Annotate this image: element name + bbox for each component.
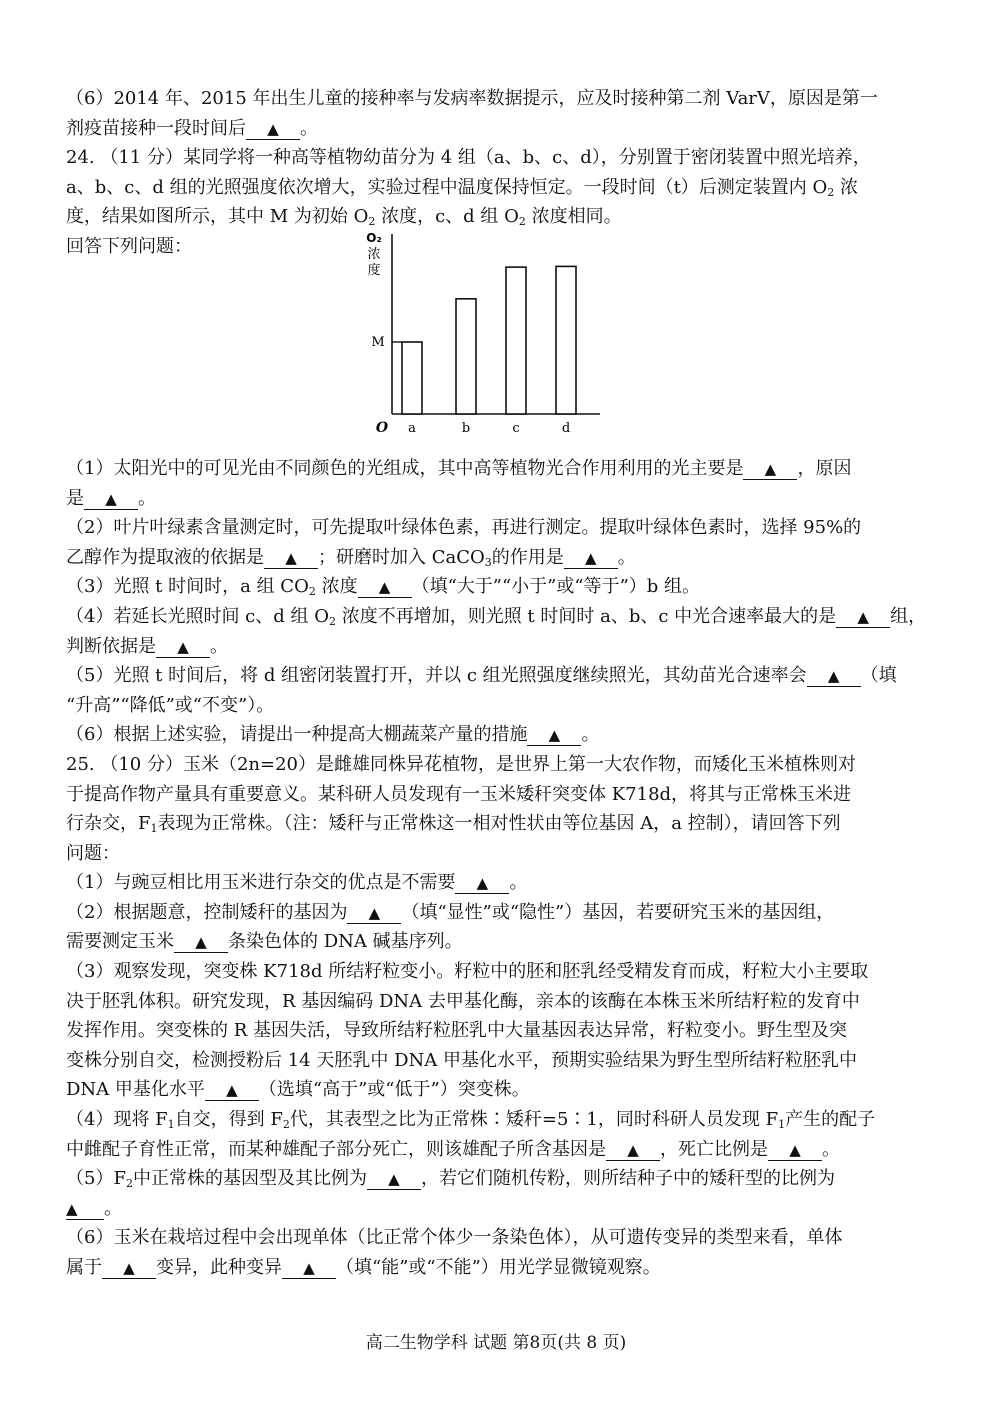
answer-blank[interactable]: ▲	[102, 1258, 156, 1279]
q24-2-line1: （2）叶片叶绿素含量测定时，可先提取叶绿体色素，再进行测定。提取叶绿体色素时，选择 95%的	[66, 517, 862, 539]
q25-3-line1: （3）观察发现，突变株 K718d 所结籽粒变小。籽粒中的胚和胚乳经受精发育而成，籽粒大小主要取	[66, 961, 869, 983]
y-axis-label-du: 度	[367, 262, 381, 278]
q25-6-line1: （6）玉米在栽培过程中会出现单体（比正常个体少一条染色体），从可遗传变异的类型来看，单体	[66, 1227, 843, 1249]
q24-6: （6）根据上述实验，请提出一种提高大棚蔬菜产量的措施 ▲ 。	[66, 724, 600, 746]
q24-1-line2: 是 ▲ 。	[66, 487, 156, 509]
q25-4-line2: 中雌配子育性正常，而某种雄配子部分死亡，则该雄配子所含基因是 ▲ ，死亡比例是 ▲ 。	[66, 1138, 840, 1160]
answer-blank[interactable]: ▲	[66, 1199, 104, 1220]
answer-blank[interactable]: ▲	[527, 725, 581, 746]
exam-page	[66, 84, 928, 1283]
answer-blank[interactable]: ▲	[174, 932, 228, 953]
q24-5-line2: “升高”“降低”或“不变”）。	[66, 694, 275, 716]
q25-5-line2: ▲ 。	[66, 1197, 122, 1219]
q25-1: （1）与豌豆相比用玉米进行杂交的优点是不需要 ▲ 。	[66, 872, 528, 894]
q24-2-line2: 乙醇作为提取液的依据是 ▲ ；研磨时加入 CaCO$_3$的作用是 ▲ 。	[66, 546, 636, 569]
answer-blank[interactable]: ▲	[606, 1140, 660, 1161]
bar-c	[506, 267, 526, 414]
q25-5-line1: $(5)F_2$中正常株的基因型及其比例为 ▲ ，若它们随机传粉，则所结种子中的矮秆型的比例为	[66, 1168, 835, 1191]
initial-m-label: M	[371, 334, 385, 350]
tick-label-c: c	[512, 420, 520, 436]
q25-6-line2: 属于 ▲ 变异，此种变异 ▲ （填“能”或“不能”）用光学显微镜观察。	[66, 1257, 661, 1278]
y-axis-label-nong: 浓	[367, 246, 381, 262]
q24-heading-line2: a、b、c、d 组的光照强度依次增大，实验过程中温度保持恒定。一段时间（t）后测定装置内 $O_2$ 浓	[66, 176, 859, 199]
answer-blank[interactable]: ▲	[564, 548, 618, 569]
origin-label: O	[375, 419, 389, 436]
answer-blank[interactable]: ▲	[347, 903, 401, 924]
answer-blank[interactable]: ▲	[455, 873, 509, 894]
answer-blank[interactable]: ▲	[367, 1169, 421, 1190]
tick-label-b: b	[461, 420, 471, 436]
page-footer: 高二生物学科 试题 第8页(共 8 页)	[365, 1333, 627, 1353]
q25-3-line2: 决于胚乳体积。研究发现，R 基因编码 DNA 去甲基化酶，亲本的该酶在本株玉米所结籽粒的发育中	[66, 990, 860, 1012]
q25-4-line1: （4）现将 $F_1$自交，得到 $F_2$代，其表型之比为正常株∶矮秆=5∶1，同时科研人员发现 $F_1$产生的配子	[66, 1109, 876, 1132]
q24-3: （3）光照 t 时间时，a 组 $CO_2$ 浓度 ▲ （填“大于”“小于”或“等于”）b 组。	[66, 576, 701, 599]
q25-3-line4: 变株分别自交，检测授粉后 14 天胚乳中 DNA 甲基化水平，预期实验结果为野生型所结籽粒胚乳中	[66, 1049, 857, 1071]
q25-heading-line1: 25. （10 分）玉米（2n=20）是雌雄同株异花植物，是世界上第一大农作物，而矮化玉米植株则对	[66, 753, 857, 775]
q25-3-line5: DNA 甲基化水平 ▲ （选填“高于”或“低于”）突变株。	[66, 1079, 530, 1101]
answer-blank[interactable]: ▲	[836, 607, 890, 628]
answer-blank[interactable]: ▲	[358, 577, 412, 598]
answer-blank[interactable]: ▲	[246, 119, 300, 140]
y-axis-label-o2: O₂	[366, 230, 382, 245]
answer-blank[interactable]: ▲	[768, 1140, 822, 1161]
answer-blank[interactable]: ▲	[156, 637, 210, 658]
q25-heading-line3: 行杂交，$F_1$表现为正常株。（注：矮秆与正常株这一相对性状由等位基因 A，a 控制），请回答下列	[66, 813, 841, 836]
q25-2-line1: （2）根据题意，控制矮秆的基因为 ▲ （填“显性”或“隐性”）基因，若要研究玉米的基因组，	[66, 901, 835, 923]
bar-d	[556, 266, 576, 414]
q24-1-line1: （1）太阳光中的可见光由不同颜色的光组成，其中高等植物光合作用利用的光主要是 ▲ ，原因	[66, 457, 852, 479]
tick-label-d: d	[561, 420, 571, 436]
bar-a	[402, 342, 422, 414]
answer-blank[interactable]: ▲	[264, 548, 318, 569]
answer-blank[interactable]: ▲	[807, 666, 861, 687]
q24-5-line1: （5）光照 t 时间后，将 d 组密闭装置打开，并以 c 组光照强度继续照光，其幼苗光合速率会 ▲ （填	[66, 665, 897, 687]
q25-3-line3: 发挥作用。突变株的 R 基因失活，导致所结籽粒胚乳中大量基因表达异常，籽粒变小。野生型及突	[66, 1020, 847, 1042]
q23-6-line1: （6）2014 年、2015 年出生儿童的接种率与发病率数据提示，应及时接种第二剂 VarV，原因是第一	[66, 88, 878, 109]
answer-blank[interactable]: ▲	[205, 1080, 259, 1101]
q24-heading-line3: 度，结果如图所示，其中 M 为初始 $O_2$ 浓度，c、d 组 $O_2$ 浓度相同。	[66, 206, 622, 229]
q25-2-line2: 需要测定玉米 ▲ 条染色体的 DNA 碱基序列。	[66, 931, 463, 953]
answer-blank[interactable]: ▲	[84, 489, 138, 510]
q24-prompt: 回答下列问题：	[66, 235, 192, 257]
q23-6-line2: 剂疫苗接种一段时间后 ▲ 。	[66, 117, 318, 139]
bar-b	[456, 299, 476, 414]
q25-heading-line2: 于提高作物产量具有重要意义。某科研人员发现有一玉米矮秆突变体 K718d，将其与正常株玉米进	[66, 783, 852, 805]
answer-blank[interactable]: ▲	[282, 1258, 336, 1279]
bars-group	[392, 266, 576, 436]
q24-4-line1: （4）若延长光照时间 c、d 组 $O_2$ 浓度不再增加，则光照 t 时间时 a、b、c 中光合速率最大的是 ▲ 组，	[66, 605, 927, 628]
q24-heading-line1: 24. （11 分）某同学将一种高等植物幼苗分为 4 组（a、b、c、d），分别置于密闭装置中照光培养，	[66, 147, 871, 169]
tick-label-a: a	[408, 420, 416, 436]
o2-concentration-bar-chart	[362, 228, 602, 440]
q25-heading-line4: 问题：	[66, 842, 120, 864]
prompt-and-chart	[66, 232, 928, 454]
q24-4-line2: 判断依据是 ▲ 。	[66, 635, 228, 657]
answer-blank[interactable]: ▲	[743, 459, 797, 480]
